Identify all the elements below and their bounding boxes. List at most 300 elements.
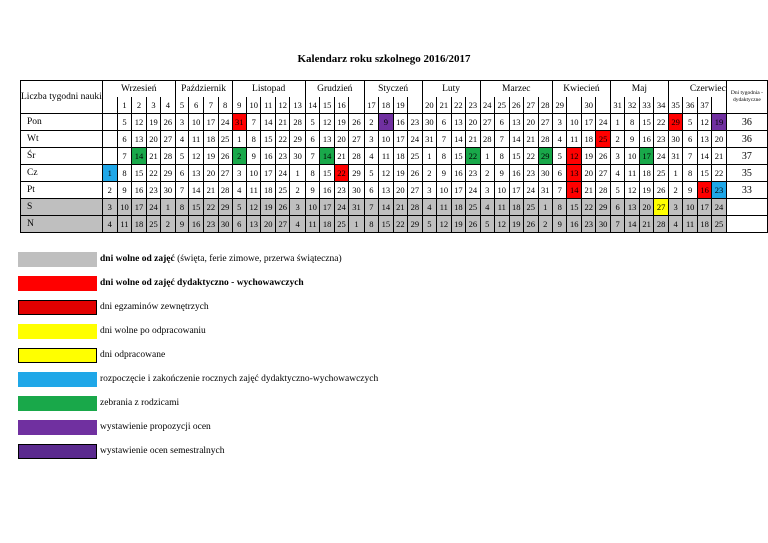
date-cell: 19 — [712, 114, 726, 131]
date-cell: 1 — [422, 148, 436, 165]
date-cell: 17 — [204, 114, 219, 131]
date-cell: 8 — [683, 165, 697, 182]
date-cell: 3 — [552, 114, 566, 131]
date-cell: 16 — [639, 131, 653, 148]
date-cell: 15 — [567, 199, 581, 216]
legend-label-text: wystawienie propozycji ocen — [100, 422, 211, 432]
date-cell: 29 — [596, 199, 610, 216]
date-cell: 27 — [161, 131, 175, 148]
date-cell: 26 — [408, 165, 422, 182]
date-cell: 21 — [581, 182, 595, 199]
date-cell: 14 — [320, 148, 334, 165]
date-cell: 17 — [509, 182, 523, 199]
week-number: 8 — [218, 97, 232, 114]
didactic-days-total: 36 — [726, 114, 767, 131]
date-cell: 1 — [161, 199, 175, 216]
week-number: 30 — [581, 97, 595, 114]
date-cell: 20 — [639, 199, 653, 216]
date-cell: 28 — [218, 182, 232, 199]
date-cell: 3 — [610, 148, 624, 165]
date-cell: 6 — [610, 199, 624, 216]
date-cell: 7 — [495, 131, 509, 148]
date-cell: 17 — [639, 148, 653, 165]
week-number: 23 — [466, 97, 480, 114]
date-cell: 27 — [218, 165, 232, 182]
date-cell: 3 — [364, 131, 378, 148]
legend-label — [100, 350, 165, 360]
date-cell: 12 — [437, 216, 451, 233]
week-number: 2 — [132, 97, 146, 114]
date-cell: 1 — [538, 199, 552, 216]
date-cell: 30 — [218, 216, 232, 233]
week-number: 25 — [495, 97, 509, 114]
date-cell — [102, 148, 117, 165]
legend-label-text: rozpoczęcie i zakończenie rocznych zajęć dydaktyczno-wychowawczych — [100, 374, 379, 384]
date-cell: 31 — [232, 114, 246, 131]
legend-swatch — [18, 252, 97, 267]
legend-swatch — [18, 372, 97, 387]
date-cell: 12 — [320, 114, 334, 131]
date-cell: 3 — [232, 165, 246, 182]
weeks-count-header: Liczba tygodni nauki — [21, 81, 103, 114]
date-cell: 26 — [654, 182, 668, 199]
date-cell: 12 — [132, 114, 146, 131]
date-cell: 9 — [437, 165, 451, 182]
date-cell: 21 — [712, 148, 726, 165]
date-cell: 9 — [247, 148, 261, 165]
legend-item — [18, 372, 518, 388]
date-cell: 7 — [117, 148, 131, 165]
date-cell: 10 — [625, 148, 639, 165]
date-cell: 4 — [102, 216, 117, 233]
date-cell: 23 — [712, 182, 726, 199]
date-cell: 30 — [422, 114, 436, 131]
date-cell: 14 — [261, 114, 275, 131]
date-cell: 31 — [349, 199, 364, 216]
date-cell: 18 — [639, 165, 653, 182]
date-cell: 25 — [524, 199, 538, 216]
date-cell: 11 — [495, 199, 509, 216]
date-cell: 3 — [102, 199, 117, 216]
didactic-days-total: 35 — [726, 165, 767, 182]
date-cell: 17 — [393, 131, 407, 148]
date-cell: 6 — [232, 216, 246, 233]
legend-item — [18, 444, 518, 460]
date-cell: 13 — [247, 216, 261, 233]
date-cell: 16 — [509, 165, 523, 182]
week-number: 28 — [538, 97, 552, 114]
calendar-title: Kalendarz roku szkolnego 2016/2017 — [297, 53, 471, 65]
date-cell: 29 — [408, 216, 422, 233]
date-cell: 21 — [393, 199, 407, 216]
day-label: N — [21, 216, 103, 233]
didactic-days-total: 37 — [726, 148, 767, 165]
date-cell: 21 — [466, 131, 480, 148]
date-cell: 20 — [146, 131, 160, 148]
date-cell: 5 — [364, 165, 378, 182]
date-cell: 6 — [437, 114, 451, 131]
date-cell: 25 — [596, 131, 610, 148]
legend-swatch — [18, 420, 97, 435]
legend-label — [100, 278, 304, 288]
date-cell: 9 — [305, 182, 319, 199]
date-cell: 26 — [349, 114, 364, 131]
date-cell: 17 — [320, 199, 334, 216]
date-cell: 8 — [117, 165, 131, 182]
month-header: Luty — [422, 81, 480, 98]
week-number — [349, 97, 364, 114]
date-cell: 1 — [610, 114, 624, 131]
date-cell: 20 — [334, 131, 348, 148]
date-cell: 18 — [393, 148, 407, 165]
legend-label — [100, 422, 211, 432]
day-label: Pt — [21, 182, 103, 199]
date-cell: 20 — [204, 165, 219, 182]
date-cell: 10 — [117, 199, 131, 216]
day-row — [21, 216, 768, 233]
date-cell: 11 — [625, 165, 639, 182]
date-cell: 27 — [480, 114, 494, 131]
date-cell: 11 — [189, 131, 204, 148]
date-cell: 28 — [654, 216, 668, 233]
date-cell: 4 — [610, 165, 624, 182]
legend-swatch — [18, 444, 97, 459]
date-cell: 26 — [466, 216, 480, 233]
date-cell: 15 — [509, 148, 523, 165]
date-cell: 29 — [290, 131, 305, 148]
week-number: 13 — [290, 97, 305, 114]
legend-swatch — [18, 348, 97, 363]
date-cell: 29 — [349, 165, 364, 182]
week-number — [408, 97, 422, 114]
date-cell: 10 — [305, 199, 319, 216]
date-cell: 28 — [349, 148, 364, 165]
week-number: 31 — [610, 97, 624, 114]
legend-swatch — [18, 300, 97, 315]
week-number: 34 — [654, 97, 668, 114]
date-cell: 25 — [218, 131, 232, 148]
date-cell: 4 — [668, 216, 682, 233]
date-cell: 3 — [175, 114, 189, 131]
date-cell: 30 — [161, 182, 175, 199]
month-header: Wrzesień — [102, 81, 175, 98]
week-number: 22 — [451, 97, 465, 114]
date-cell: 2 — [102, 182, 117, 199]
date-cell: 5 — [117, 114, 131, 131]
date-cell: 16 — [451, 165, 465, 182]
date-cell: 21 — [275, 114, 289, 131]
date-cell: 15 — [189, 199, 204, 216]
date-cell: 25 — [712, 216, 726, 233]
date-cell: 24 — [524, 182, 538, 199]
date-cell: 4 — [290, 216, 305, 233]
legend-label-text: dni odpracowane — [100, 350, 166, 360]
date-cell: 12 — [567, 148, 581, 165]
date-cell: 1 — [480, 148, 494, 165]
date-cell: 24 — [146, 199, 160, 216]
legend-swatch — [18, 324, 97, 339]
date-cell: 20 — [393, 182, 407, 199]
week-number — [596, 97, 610, 114]
day-row — [21, 131, 768, 148]
date-cell: 19 — [509, 216, 523, 233]
date-cell: 5 — [610, 182, 624, 199]
date-cell: 20 — [466, 114, 480, 131]
date-cell: 4 — [422, 199, 436, 216]
date-cell: 6 — [364, 182, 378, 199]
day-row — [21, 199, 768, 216]
date-cell: 15 — [261, 131, 275, 148]
date-cell: 22 — [654, 114, 668, 131]
date-cell: 14 — [567, 182, 581, 199]
date-cell: 7 — [437, 131, 451, 148]
day-row — [21, 165, 768, 182]
legend-item — [18, 324, 518, 340]
date-cell: 23 — [408, 114, 422, 131]
date-cell: 31 — [538, 182, 552, 199]
date-cell: 16 — [320, 182, 334, 199]
week-number: 9 — [232, 97, 246, 114]
date-cell: 15 — [697, 165, 711, 182]
date-cell: 30 — [349, 182, 364, 199]
date-cell: 1 — [290, 165, 305, 182]
date-cell: 21 — [146, 148, 160, 165]
week-number: 16 — [334, 97, 348, 114]
date-cell: 13 — [509, 114, 523, 131]
date-cell: 9 — [117, 182, 131, 199]
legend-label — [100, 254, 342, 264]
date-cell: 17 — [261, 165, 275, 182]
date-cell: 19 — [393, 165, 407, 182]
date-cell: 29 — [668, 114, 682, 131]
date-cell: 10 — [247, 165, 261, 182]
date-cell: 17 — [581, 114, 595, 131]
date-cell: 25 — [408, 148, 422, 165]
date-cell: 22 — [466, 148, 480, 165]
date-cell: 28 — [538, 131, 552, 148]
date-cell: 22 — [146, 165, 160, 182]
date-cell: 23 — [524, 165, 538, 182]
week-number: 27 — [524, 97, 538, 114]
legend-item — [18, 300, 518, 316]
day-label: Pon — [21, 114, 103, 131]
week-number: 12 — [275, 97, 289, 114]
date-cell: 14 — [379, 199, 393, 216]
date-cell: 24 — [596, 114, 610, 131]
date-cell: 2 — [538, 216, 552, 233]
date-cell: 28 — [161, 148, 175, 165]
date-cell: 10 — [683, 199, 697, 216]
date-cell: 24 — [654, 148, 668, 165]
legend-label-text: dni wolne po odpracowaniu — [100, 326, 206, 336]
date-cell: 12 — [625, 182, 639, 199]
date-cell: 13 — [320, 131, 334, 148]
legend-item — [18, 396, 518, 412]
date-cell: 7 — [305, 148, 319, 165]
date-cell: 16 — [132, 182, 146, 199]
date-cell: 22 — [204, 199, 219, 216]
date-cell: 27 — [349, 131, 364, 148]
date-cell: 23 — [204, 216, 219, 233]
week-number — [567, 97, 581, 114]
month-header: Styczeń — [364, 81, 422, 98]
date-cell: 27 — [275, 216, 289, 233]
date-cell: 18 — [320, 216, 334, 233]
date-cell: 22 — [393, 216, 407, 233]
date-cell: 20 — [261, 216, 275, 233]
date-cell: 3 — [480, 182, 494, 199]
date-cell: 11 — [247, 182, 261, 199]
date-cell: 5 — [480, 216, 494, 233]
date-cell: 11 — [683, 216, 697, 233]
date-cell: 15 — [379, 216, 393, 233]
date-cell: 28 — [290, 114, 305, 131]
week-number: 37 — [697, 97, 711, 114]
date-cell: 30 — [538, 165, 552, 182]
date-cell: 12 — [495, 216, 509, 233]
date-cell: 25 — [334, 216, 348, 233]
legend-label-bold: dni wolne od zajęć — [100, 254, 175, 264]
date-cell: 8 — [495, 148, 509, 165]
day-label: Wt — [21, 131, 103, 148]
date-cell: 13 — [451, 114, 465, 131]
month-header: Marzec — [480, 81, 552, 98]
date-cell: 26 — [275, 199, 289, 216]
date-cell: 29 — [218, 199, 232, 216]
date-cell: 18 — [581, 131, 595, 148]
legend-item — [18, 252, 518, 268]
date-cell: 8 — [247, 131, 261, 148]
date-cell: 16 — [393, 114, 407, 131]
legend-label — [100, 398, 179, 408]
date-cell: 23 — [334, 182, 348, 199]
legend-label-text: dni egzaminów zewnętrzych — [100, 302, 209, 312]
date-cell: 13 — [625, 199, 639, 216]
date-cell: 5 — [175, 148, 189, 165]
month-header: Maj — [610, 81, 668, 98]
week-number: 6 — [189, 97, 204, 114]
date-cell: 16 — [567, 216, 581, 233]
date-cell: 23 — [581, 216, 595, 233]
date-cell: 6 — [683, 131, 697, 148]
date-cell: 31 — [422, 131, 436, 148]
date-cell: 5 — [232, 199, 246, 216]
date-cell: 10 — [189, 114, 204, 131]
date-cell: 22 — [712, 165, 726, 182]
legend-label-text: (święta, ferie zimowe, przerwa świąteczna) — [174, 254, 342, 264]
date-cell: 15 — [320, 165, 334, 182]
date-cell: 28 — [408, 199, 422, 216]
date-cell: 20 — [581, 165, 595, 182]
date-cell: 16 — [189, 216, 204, 233]
date-cell: 1 — [668, 165, 682, 182]
date-cell: 2 — [610, 131, 624, 148]
legend-item — [18, 420, 518, 436]
date-cell: 25 — [654, 165, 668, 182]
date-cell: 20 — [712, 131, 726, 148]
date-cell: 24 — [334, 199, 348, 216]
date-cell: 18 — [204, 131, 219, 148]
date-cell: 27 — [408, 182, 422, 199]
date-cell: 18 — [451, 199, 465, 216]
date-cell: 8 — [175, 199, 189, 216]
legend-swatch — [18, 276, 97, 291]
date-cell: 1 — [349, 216, 364, 233]
date-cell: 18 — [132, 216, 146, 233]
date-cell: 6 — [175, 165, 189, 182]
legend-label-text: wystawienie ocen semestralnych — [100, 446, 225, 456]
week-number: 33 — [639, 97, 653, 114]
date-cell: 17 — [697, 199, 711, 216]
week-number: 5 — [175, 97, 189, 114]
date-cell: 27 — [654, 199, 668, 216]
date-cell: 15 — [132, 165, 146, 182]
date-cell: 12 — [379, 165, 393, 182]
date-cell: 24 — [712, 199, 726, 216]
date-cell: 9 — [683, 182, 697, 199]
date-cell: 3 — [422, 182, 436, 199]
date-cell: 21 — [639, 216, 653, 233]
date-cell: 30 — [596, 216, 610, 233]
date-cell: 5 — [422, 216, 436, 233]
date-cell: 8 — [552, 199, 566, 216]
date-cell: 28 — [596, 182, 610, 199]
date-cell: 8 — [364, 216, 378, 233]
date-cell: 15 — [639, 114, 653, 131]
date-cell: 21 — [334, 148, 348, 165]
date-cell: 24 — [218, 114, 232, 131]
date-cell: 19 — [451, 216, 465, 233]
date-cell — [102, 131, 117, 148]
date-cell: 27 — [596, 165, 610, 182]
date-cell: 12 — [189, 148, 204, 165]
date-cell: 8 — [437, 148, 451, 165]
date-cell: 27 — [538, 114, 552, 131]
date-cell: 9 — [175, 216, 189, 233]
date-cell: 14 — [451, 131, 465, 148]
date-cell: 11 — [379, 148, 393, 165]
date-cell: 6 — [305, 131, 319, 148]
legend-item — [18, 348, 518, 364]
date-cell: 19 — [204, 148, 219, 165]
date-cell: 23 — [146, 182, 160, 199]
date-cell: 19 — [581, 148, 595, 165]
legend-label — [100, 302, 209, 312]
date-cell: 18 — [261, 182, 275, 199]
month-header: Listopad — [232, 81, 305, 98]
date-cell: 10 — [567, 114, 581, 131]
week-number: 14 — [305, 97, 319, 114]
legend-item — [18, 276, 518, 292]
date-cell: 25 — [275, 182, 289, 199]
week-number: 7 — [204, 97, 219, 114]
date-cell: 17 — [451, 182, 465, 199]
date-cell: 19 — [639, 182, 653, 199]
date-cell: 29 — [538, 148, 552, 165]
month-header: Grudzień — [305, 81, 364, 98]
week-number: 11 — [261, 97, 275, 114]
date-cell: 19 — [261, 199, 275, 216]
date-cell: 19 — [334, 114, 348, 131]
date-cell: 2 — [290, 182, 305, 199]
week-number: 26 — [509, 97, 523, 114]
date-cell: 6 — [117, 131, 131, 148]
date-cell: 16 — [697, 182, 711, 199]
day-label: Śr — [21, 148, 103, 165]
month-header: Październik — [175, 81, 232, 98]
date-cell: 26 — [596, 148, 610, 165]
date-cell: 17 — [132, 199, 146, 216]
